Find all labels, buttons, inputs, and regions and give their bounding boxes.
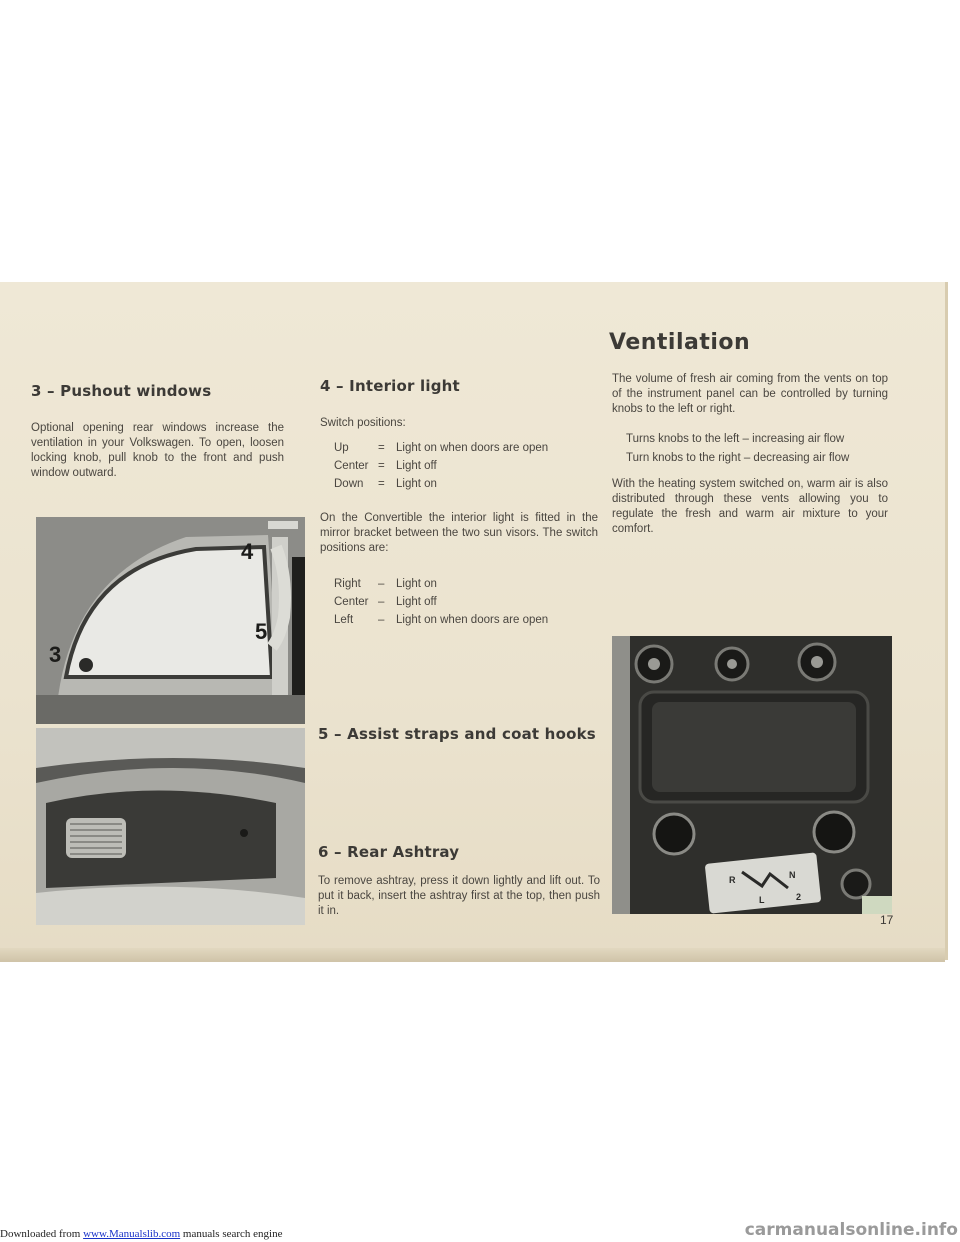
photo-label-5: 5 bbox=[255, 619, 268, 644]
download-footer bbox=[0, 1228, 282, 1240]
assist-title: 5 – Assist straps and coat hooks bbox=[318, 725, 596, 743]
manualslib-link[interactable]: www.Manualslib.com bbox=[83, 1228, 181, 1240]
rear-panel-illustration bbox=[36, 728, 305, 925]
switch-value: Light off bbox=[396, 460, 437, 472]
interior-intro: Switch positions: bbox=[320, 417, 406, 429]
switch-sep: – bbox=[378, 614, 385, 626]
convertible-switch-table bbox=[334, 575, 604, 629]
switch-value: Light on when doors are open bbox=[396, 442, 549, 454]
switch-key: Center bbox=[334, 596, 369, 608]
page-number: 17 bbox=[880, 913, 894, 927]
switch-value: Light on when doors are open bbox=[396, 614, 549, 626]
interior-switch-table bbox=[334, 439, 604, 493]
ventilation-right-line: Turn knobs to the right – decreasing air flow bbox=[626, 452, 850, 464]
photo-label-3: 3 bbox=[49, 642, 62, 667]
dashboard-vents-photo bbox=[612, 636, 892, 914]
switch-key: Center bbox=[334, 460, 369, 472]
switch-row bbox=[334, 439, 604, 457]
switch-sep: = bbox=[378, 478, 385, 490]
watermark-text: carmanualsonline.info bbox=[744, 1220, 958, 1240]
interior-title: 4 – Interior light bbox=[320, 377, 460, 395]
switch-row bbox=[334, 457, 604, 475]
switch-sep: = bbox=[378, 442, 385, 454]
switch-sep: – bbox=[378, 578, 385, 590]
pushout-body: Optional opening rear windows increase the ventilation in your Volkswagen. To open, loosen locking knob, pull knob to the front and push window outward. bbox=[31, 422, 284, 479]
switch-sep: – bbox=[378, 596, 385, 608]
ashtray-title: 6 – Rear Ashtray bbox=[318, 843, 460, 861]
shift-label-l: L bbox=[759, 895, 765, 905]
shift-label-n: N bbox=[789, 870, 796, 880]
switch-value: Light off bbox=[396, 596, 437, 608]
switch-row bbox=[334, 611, 604, 629]
switch-key: Left bbox=[334, 614, 354, 626]
ventilation-body-1: The volume of fresh air coming from the vents on top of the instrument panel can be controlled by turning knobs to the left or right. bbox=[612, 373, 888, 415]
switch-key: Up bbox=[334, 442, 349, 454]
switch-sep: = bbox=[378, 460, 385, 472]
photo-label-4: 4 bbox=[241, 539, 254, 564]
convertible-text: On the Convertible the interior light is fitted in the mirror bracket between the two sun visors. The switch positions are: bbox=[320, 512, 598, 554]
shift-label-2: 2 bbox=[796, 892, 802, 902]
switch-value: Light on bbox=[396, 578, 437, 590]
dashboard-vents-illustration bbox=[612, 636, 892, 914]
footer-suffix: manuals search engine bbox=[180, 1228, 283, 1240]
switch-value: Light on bbox=[396, 478, 437, 490]
footer-prefix: Downloaded from bbox=[0, 1228, 84, 1240]
switch-key: Down bbox=[334, 478, 364, 490]
top-knobs bbox=[636, 644, 835, 682]
rear-panel-photo bbox=[36, 728, 305, 925]
page-bottom-edge bbox=[0, 948, 945, 962]
shift-label-r: R bbox=[729, 875, 736, 885]
pushout-title: 3 – Pushout windows bbox=[31, 382, 212, 400]
switch-row bbox=[334, 593, 604, 611]
ventilation-left-line: Turns knobs to the left – increasing air flow bbox=[626, 433, 845, 445]
pushout-window-photo bbox=[36, 517, 305, 724]
switch-key: Right bbox=[334, 578, 361, 590]
ventilation-title: Ventilation bbox=[609, 330, 751, 355]
ventilation-body-2: With the heating system switched on, warm air is also distributed through these vents allowing you to regulate the fresh and warm air mixture to your comfort. bbox=[612, 478, 888, 535]
ashtray-body: To remove ashtray, press it down lightly and lift out. To put it back, insert the ashtray first at the top, then push it in. bbox=[318, 875, 600, 917]
switch-row bbox=[334, 575, 604, 593]
switch-row bbox=[334, 475, 604, 493]
